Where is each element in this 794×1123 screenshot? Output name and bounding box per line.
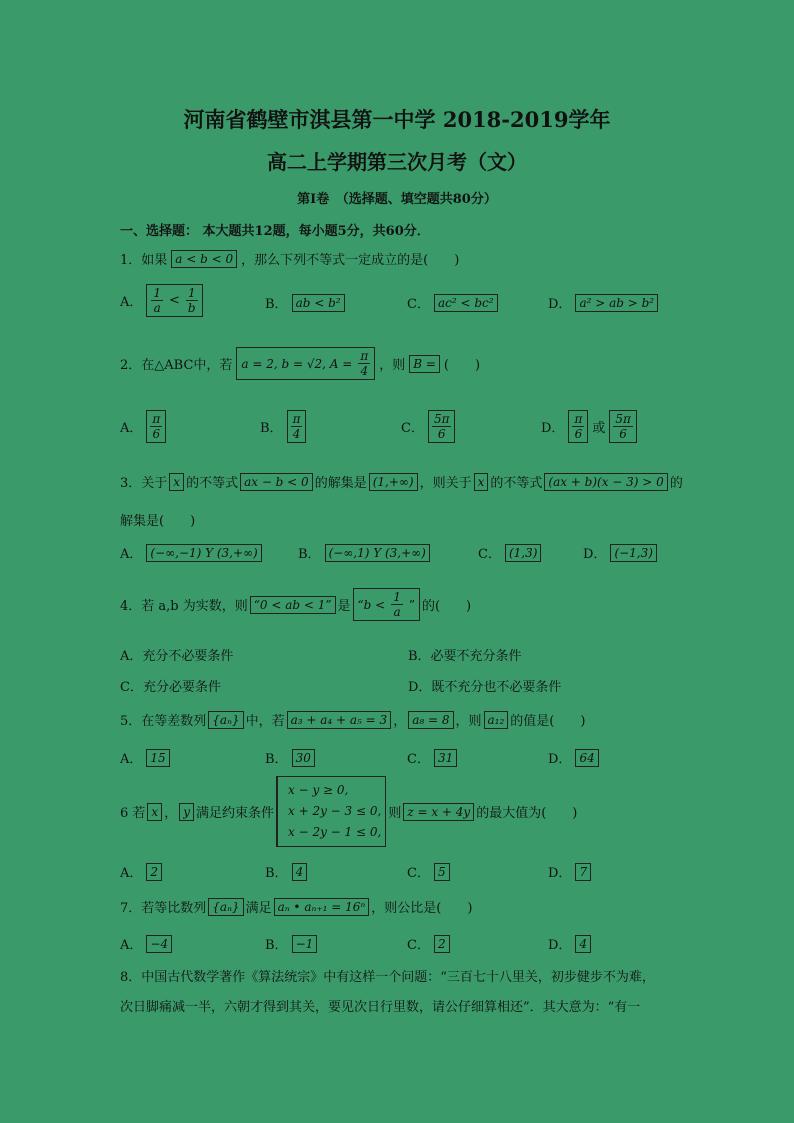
q5-option-a: A． 15 (120, 748, 170, 767)
section-heading: 一、选择题： 本大题共12题，每小题5分，共60分． (120, 224, 430, 239)
q5-option-b: B． 30 (265, 748, 315, 767)
q2-option-b: B． $\frac{\pi}{4}$ (260, 410, 306, 443)
question-6: 6 若 x ， y 满足约束条件 x − y ≥ 0, x + 2y − 3 ≤ 0, x − 2y − 1 ≤ 0, 则 z = x + 4y 的最大值为( ) (120, 776, 577, 847)
q6-option-d: D． 7 (548, 862, 591, 881)
q1-option-d: D． a² > ab > b² (548, 293, 658, 312)
q1-option-a: A． $\frac{1}{a}$ < $\frac{1}{b}$ (120, 284, 203, 317)
q2-option-d: D． $\frac{\pi}{6}$ 或 $\frac{5\pi}{6}$ (541, 410, 637, 443)
formula: a = 2, b = √2, A = $\frac{\pi}{4}$ (236, 347, 375, 380)
q7-option-b: B． −1 (265, 934, 317, 953)
q3-option-c: C． (1,3) (478, 543, 541, 562)
q7-option-d: D． 4 (548, 934, 591, 953)
q7-option-c: C． 2 (407, 934, 450, 953)
q3-option-d: D． (−1,3) (583, 543, 657, 562)
question-5: 5．在等差数列 {aₙ} 中，若 a₃ + a₄ + a₅ = 3 ， a₈ = 8 ，则 a₁₂ 的值是( ) (120, 712, 586, 729)
question-1: 1．如果 a < b < 0 ，那么下列不等式一定成立的是( ) (120, 251, 460, 268)
q3-option-b: B． (−∞,1) Y (3,+∞) (298, 543, 430, 562)
formula: a < b < 0 (171, 250, 237, 268)
exam-title: 河南省鹤壁市淇县第一中学 2018-2019学年 (183, 107, 611, 132)
q6-option-c: C． 5 (407, 862, 450, 881)
q5-option-d: D． 64 (548, 748, 599, 767)
question-8-cont: 次日脚痛减一半，六朝才得到其关，要见次日行里数，请公仔细算相还”．其大意为：“有一 (120, 1000, 641, 1015)
exam-subtitle: 高二上学期第三次月考（文） (267, 150, 527, 174)
question-8: 8．中国古代数学著作《算法统宗》中有这样一个问题：“三百七十八里关，初步健步不为难， (120, 970, 655, 985)
constraint-system: x − y ≥ 0, x + 2y − 3 ≤ 0, x − 2y − 1 ≤ 0, (276, 776, 386, 847)
question-3: 3．关于 x 的不等式 ax − b < 0 的解集是 (1,+∞) ，则关于 x 的不等式 (ax + b)(x − 3) > 0 的 (120, 474, 683, 491)
part-heading: 第Ⅰ卷 （选择题、填空题共80分） (297, 192, 497, 207)
q6-option-b: B． 4 (265, 862, 307, 881)
question-2: 2．在△ABC中，若 a = 2, b = √2, A = $\frac{\pi}{4}$ ，则 B = ( ) (120, 349, 481, 378)
q6-option-a: A． 2 (120, 862, 162, 881)
q1-option-c: C． ac² < bc² (407, 293, 498, 312)
question-7: 7．若等比数列 {aₙ} 满足 aₙ • aₙ₊₁ = 16ⁿ ，则公比是( ) (120, 899, 473, 916)
formula: $\frac{1}{a}$ < $\frac{1}{b}$ (146, 284, 202, 317)
q4-option-d: D．既不充分也不必要条件 (408, 680, 562, 695)
question-3-cont: 解集是( ) (120, 514, 196, 529)
q3-option-a: A． (−∞,−1) Y (3,+∞) (120, 543, 262, 562)
q4-option-a: A．充分不必要条件 (120, 649, 234, 664)
q1-option-b: B． ab < b² (265, 293, 345, 312)
q4-option-c: C．充分必要条件 (120, 680, 221, 695)
question-4: 4．若 a,b 为实数，则 “0 < ab < 1” 是 “b < $\frac{1}{a}$ ” 的( ) (120, 590, 472, 619)
q7-option-a: A． −4 (120, 934, 172, 953)
q5-option-c: C． 31 (407, 748, 457, 767)
q4-option-b: B．必要不充分条件 (408, 649, 522, 664)
q2-option-c: C． $\frac{5\pi}{6}$ (401, 410, 455, 443)
q2-option-a: A． $\frac{\pi}{6}$ (120, 410, 166, 443)
formula: “b < $\frac{1}{a}$ ” (353, 588, 420, 621)
